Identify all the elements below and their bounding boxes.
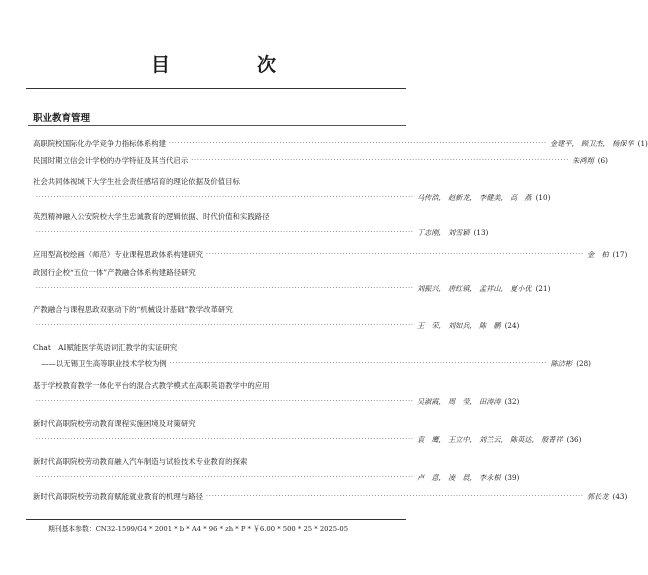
dot-leader	[36, 321, 414, 331]
entry-title[interactable]: 基于学校教育教学一体化平台的混合式教学模式在高职英语教学中的应用	[33, 381, 270, 390]
entry-title[interactable]: 应用型高校绘画（师范）专业课程思政体系构建研究	[33, 250, 203, 259]
toc-entry[interactable]	[33, 156, 608, 166]
dot-leader	[36, 193, 414, 203]
toc-entry[interactable]	[33, 139, 648, 149]
entry-title[interactable]: Chat AI赋能医学英语词汇教学的实证研究	[33, 343, 178, 352]
toc-entry[interactable]	[33, 457, 520, 483]
entry-page-number: (28)	[576, 359, 591, 368]
entry-authors: 吴淑霞, 周 莹, 田涛涛	[416, 397, 501, 406]
entry-title[interactable]: 英烈精神融入公安院校大学生忠诚教育的逻辑依据、时代价值和实践路径	[33, 212, 270, 221]
entry-page-number: (21)	[535, 284, 551, 293]
entry-page-number: (1)	[637, 139, 648, 148]
toc-entry[interactable]	[33, 343, 591, 369]
entry-subtitle: ——以无锡卫生高等职业技术学校为例	[41, 359, 167, 368]
dot-leader	[36, 397, 414, 407]
toc-entry[interactable]	[33, 492, 628, 502]
dot-leader	[36, 284, 414, 294]
dot-leader	[169, 139, 547, 149]
entry-authors: 朱鸿翔	[572, 156, 594, 165]
entry-title[interactable]: 民国时期立信会计学校的办学特征及其当代启示	[33, 156, 189, 165]
toc-entry[interactable]	[33, 250, 628, 260]
footer-divider	[26, 519, 406, 520]
entry-page-number: (13)	[473, 228, 489, 237]
entry-authors: 陈洁彬	[550, 359, 573, 368]
page-title: 目 次	[150, 54, 310, 76]
entry-page-number: (43)	[612, 492, 628, 501]
journal-parameters: 期刊基本参数：CN32-1599/G4 * 2001 * b * A4 * 96 * zh * P * ￥6.00 * 500 * 25 * 2025-05	[48, 525, 349, 533]
entry-title[interactable]: 政园行企校“五位一体”产教融合体系构建路径研究	[33, 268, 196, 277]
entry-page-number: (17)	[612, 250, 628, 259]
entry-authors: 金建平, 顾卫杰, 杨保华	[550, 139, 634, 148]
dot-leader	[36, 473, 414, 483]
entry-page-number: (36)	[566, 435, 582, 444]
toc-entry[interactable]	[33, 381, 520, 407]
entry-title[interactable]: 新时代高职院校劳动教育赋能就业教育的机理与路径	[33, 492, 203, 501]
toc-entry[interactable]	[33, 177, 551, 203]
section-heading: 职业教育管理	[33, 113, 91, 124]
title-divider	[26, 88, 406, 89]
toc-entry[interactable]	[33, 212, 489, 238]
entry-title[interactable]: 新时代高职院校劳动教育课程实施困境及对策研究	[33, 419, 196, 428]
entry-title[interactable]: 新时代高职院校劳动教育融入汽车制造与试验技术专业教育的探索	[33, 457, 248, 466]
entry-page-number: (32)	[504, 397, 520, 406]
entry-authors: 丁志刚, 刘雪颖	[416, 228, 470, 237]
section-divider	[28, 125, 406, 126]
entry-page-number: (6)	[597, 156, 608, 165]
entry-page-number: (39)	[504, 473, 520, 482]
toc-entry[interactable]	[33, 419, 582, 445]
entry-authors: 马传浩, 赵新龙, 李健美, 高 燕	[416, 193, 532, 202]
dot-leader	[191, 156, 569, 166]
entry-authors: 卢 意, 凌 晨, 李永根	[416, 473, 501, 482]
dot-leader	[36, 228, 414, 238]
entry-title[interactable]: 高职院校国际化办学竞争力指标体系构建	[33, 139, 167, 148]
toc-entry[interactable]	[33, 268, 551, 294]
entry-title[interactable]: 产教融合与课程思政双驱动下的“机械设计基础”教学改革研究	[33, 305, 233, 314]
dot-leader	[36, 435, 414, 445]
entry-title[interactable]: 社会共同体视域下大学生社会责任感培育的理论依据及价值目标	[33, 177, 240, 186]
dot-leader	[206, 492, 584, 502]
entry-authors: 王 荣, 刘如兵, 陈 鹏	[416, 321, 501, 330]
entry-authors: 郭长龙	[586, 492, 609, 501]
toc-entry[interactable]	[33, 305, 520, 331]
entry-authors: 刘振兴, 唐红镇, 孟祥山, 夏小优	[416, 284, 532, 293]
entry-page-number: (10)	[535, 193, 551, 202]
entry-authors: 金 柏	[586, 250, 609, 259]
dot-leader	[170, 359, 548, 369]
dot-leader	[206, 250, 584, 260]
entry-authors: 袁 鹰, 王立中, 刘兰云, 陈英达, 殷菁祥	[416, 435, 563, 444]
entry-page-number: (24)	[504, 321, 520, 330]
